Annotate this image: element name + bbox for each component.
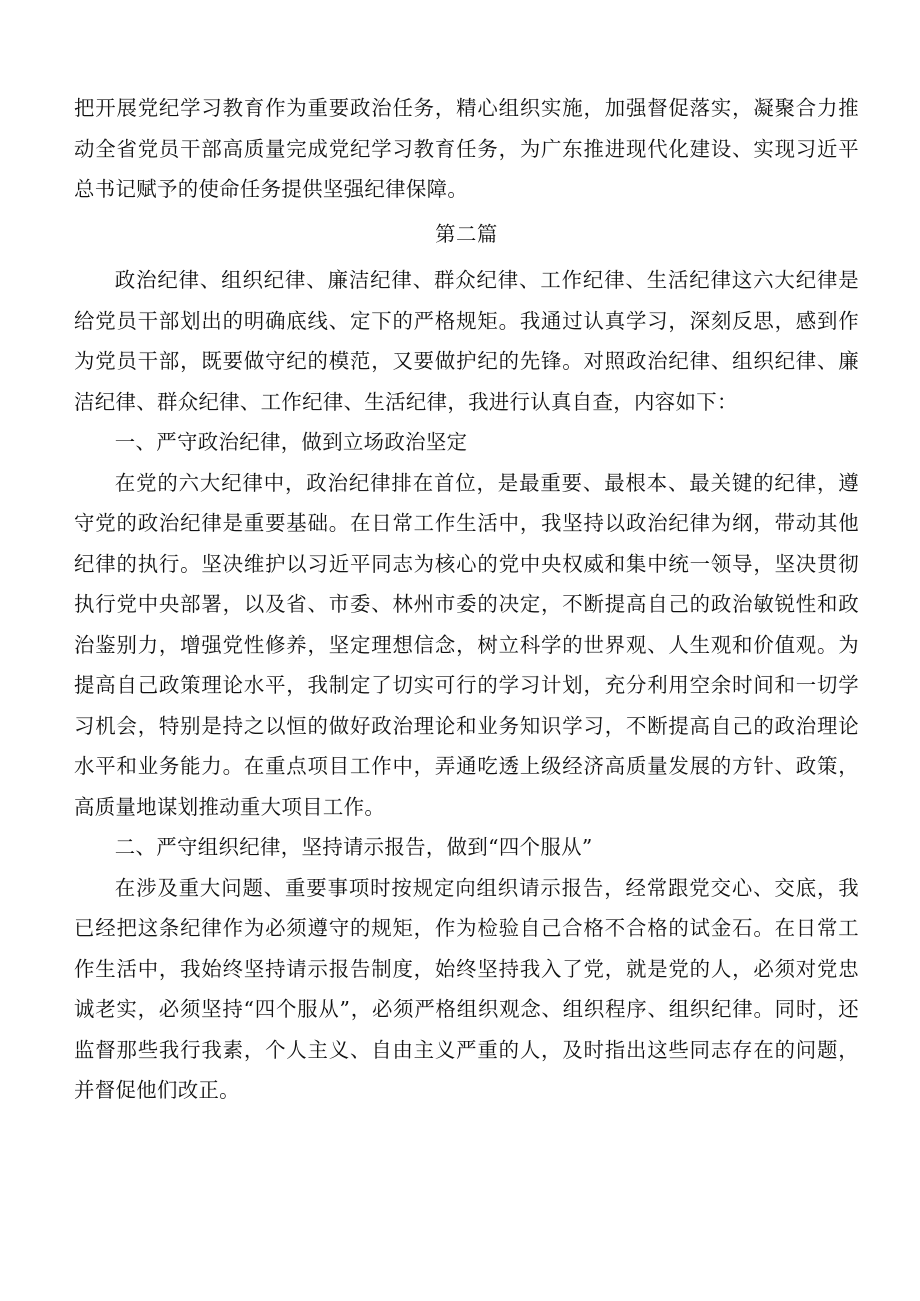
- intro-paragraph: 把开展党纪学习教育作为重要政治任务，精心组织实施，加强督促落实，凝聚合力推动全省党员干部高质量完成党纪学习教育任务，为广东推进现代化建设、实现习近平总书记赋予的使命任务提供坚强纪律保障。: [74, 96, 859, 201]
- section-1-body: 在党的六大纪律中，政治纪律排在首位，是最重要、最根本、最关键的纪律，遵守党的政治纪律是重要基础。在日常工作生活中，我坚持以政治纪律为纲，带动其他纪律的执行。坚决维护以习近平同志为核心的党中央权威和集中统一领导，坚决贯彻执行党中央部署，以及省、市委、林州市委的决定，不断提高自己的政治敏锐性和政治鉴别力，增强党性修养，坚定理想信念，树立科学的世界观、人生观和价值观。为提高自己政策理论水平，我制定了切实可行的学习计划，充分利用空余时间和一切学习机会，特别是持之以恒的做好政治理论和业务知识学习，不断提高自己的政治理论水平和业务能力。在重点项目工作中，弄通吃透上级经济高质量发展的方针、政策，高质量地谋划推动重大项目工作。: [74, 470, 859, 819]
- section-2-title: 二、严守组织纪律，坚持请示报告，做到“四个服从”: [114, 835, 593, 859]
- opening-paragraph: 政治纪律、组织纪律、廉洁纪律、群众纪律、工作纪律、生活纪律这六大纪律是给党员干部划出的明确底线、定下的严格规矩。我通过认真学习，深刻反思，感到作为党员干部，既要做守纪的模范，又要做护纪的先锋。对照政治纪律、组织纪律、廉洁纪律、群众纪律、工作纪律、生活纪律，我进行认真自查，内容如下：: [74, 268, 859, 414]
- chapter-heading: 第二篇: [435, 221, 498, 246]
- document-page: [74, 88, 859, 1111]
- section-1-title: 一、严守政治纪律，做到立场政治坚定: [114, 430, 468, 454]
- section-2-body: 在涉及重大问题、重要事项时按规定向组织请示报告，经常跟党交心、交底，我已经把这条纪律作为必须遵守的规矩，作为检验自己合格不合格的试金石。在日常工作生活中，我始终坚持请示报告制度，始终坚持我入了党，就是党的人，必须对党忠诚老实，必须坚持“四个服从”，必须严格组织观念、组织程序、组织纪律。同时，还监督那些我行我素，个人主义、自由主义严重的人，及时指出这些同志存在的问题，并督促他们改正。: [74, 875, 859, 1102]
